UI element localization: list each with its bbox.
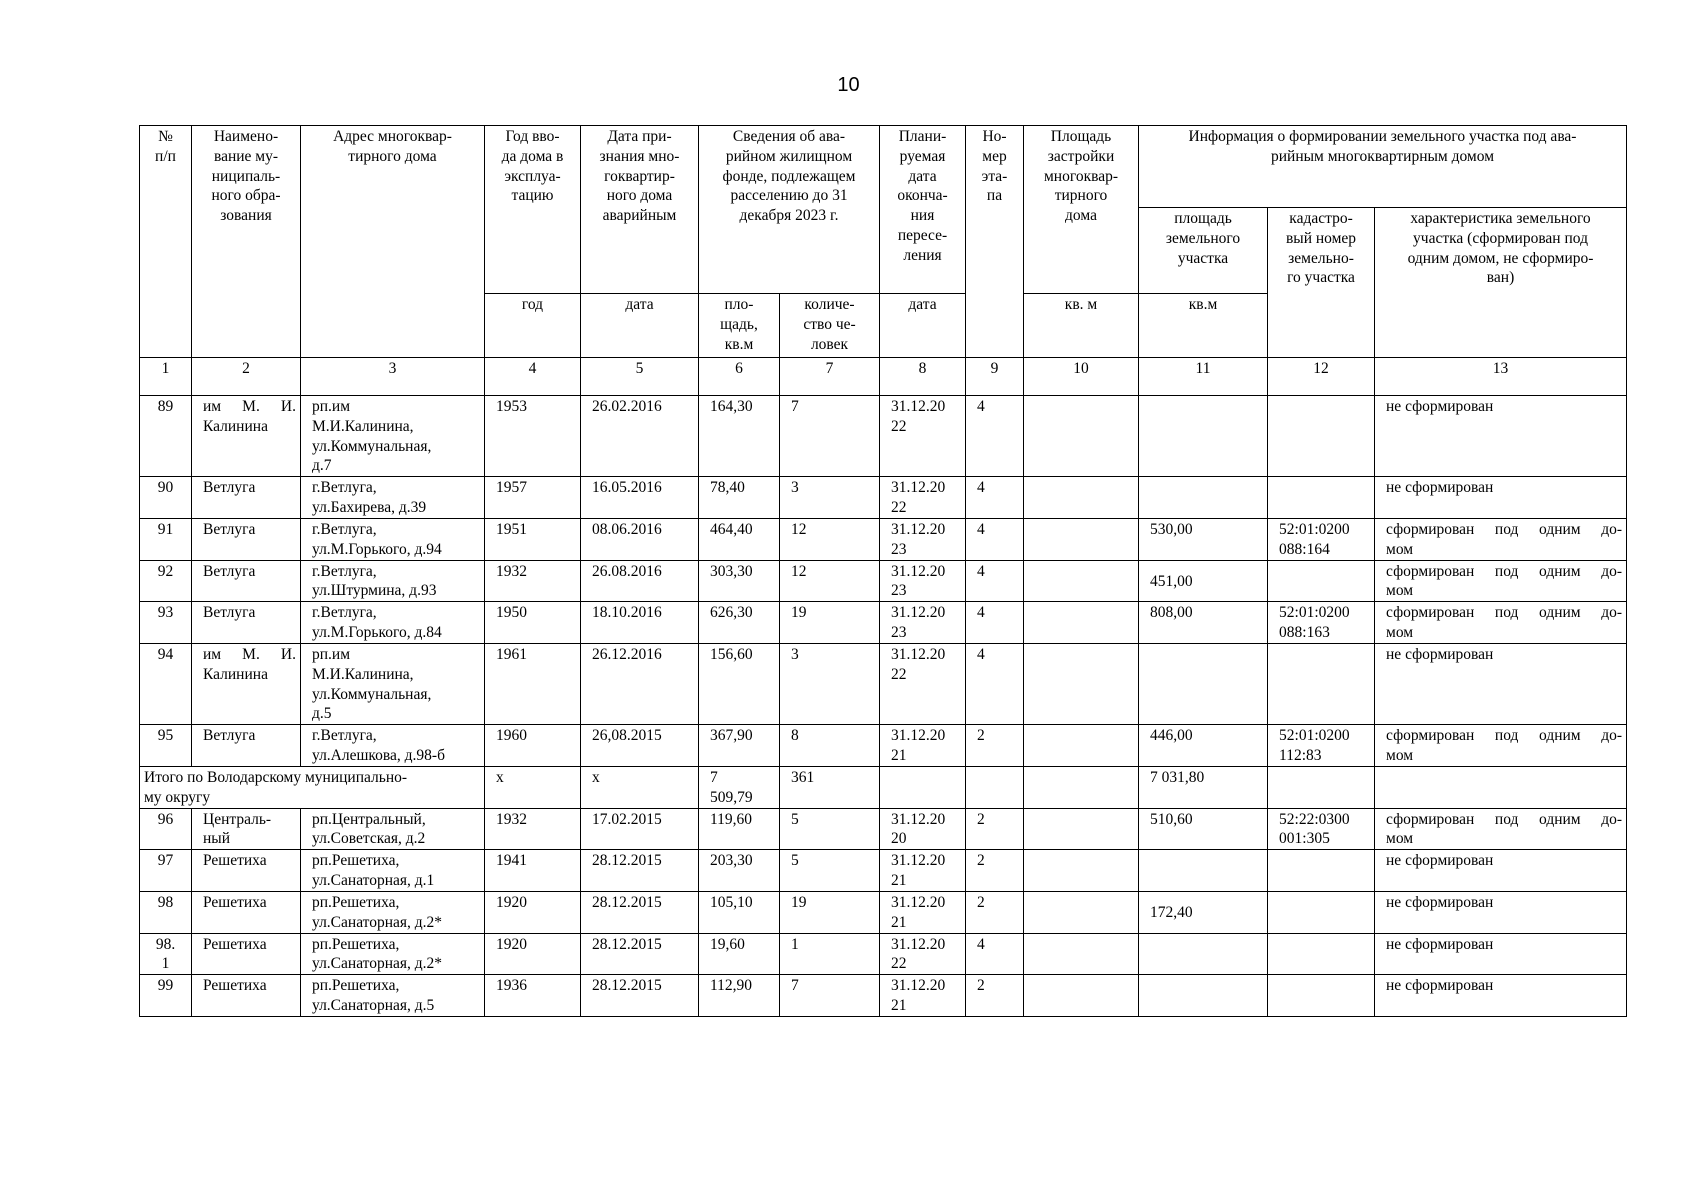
total-land-area: 7 031,80 [1139, 766, 1268, 808]
planned-date: 31.12.20 23 [880, 518, 966, 560]
land-characteristic: сформирован под одним до- мом [1375, 602, 1627, 644]
land-area [1139, 477, 1268, 519]
municipality: Ветлуга [192, 518, 301, 560]
unit-land-area: кв.м [1139, 294, 1268, 358]
building-area [1024, 808, 1139, 850]
people-count: 1 [780, 933, 880, 975]
land-area: 451,00 [1139, 560, 1268, 602]
land-area [1139, 643, 1268, 724]
municipality: Решетиха [192, 850, 301, 892]
municipality: Ветлуга [192, 725, 301, 767]
emergency-area: 303,30 [699, 560, 780, 602]
row-number: 93 [140, 602, 192, 644]
header-emergency-fund: Сведения об ава- рийном жилищном фонде, подлежащем расселению до 31 декабря 2023 г. [699, 126, 880, 294]
row-number: 90 [140, 477, 192, 519]
year-built: 1920 [485, 891, 581, 933]
address: рп.Решетиха, ул.Санаторная, д.1 [301, 850, 485, 892]
address: рп.Решетиха, ул.Санаторная, д.2* [301, 891, 485, 933]
land-characteristic: не сформирован [1375, 933, 1627, 975]
table-row [140, 891, 1627, 933]
people-count: 12 [780, 560, 880, 602]
recognition-date: 26,08.2015 [581, 725, 699, 767]
header-year: Год вво- да дома в эксплуа- тацию [485, 126, 581, 294]
people-count: 19 [780, 891, 880, 933]
table-row [140, 808, 1627, 850]
header-land-characteristic: характеристика земельного участка (сформирован под одним домом, не сформиро- ван) [1375, 208, 1627, 358]
cadastral-number: 52:22:0300 001:305 [1268, 808, 1375, 850]
cadastral-number: 52:01:0200 088:163 [1268, 602, 1375, 644]
total-label: Итого по Володарскому муниципально- му округу [140, 766, 485, 808]
building-area [1024, 477, 1139, 519]
unit-building-area: кв. м [1024, 294, 1139, 358]
address: г.Ветлуга, ул.Бахирева, д.39 [301, 477, 485, 519]
address: г.Ветлуга, ул.Алешкова, д.98-б [301, 725, 485, 767]
stage-number: 4 [966, 560, 1024, 602]
header-cadastral: кадастро- вый номер земельно- го участка [1268, 208, 1375, 358]
building-area [1024, 933, 1139, 975]
header-stage: Но- мер эта- па [966, 126, 1024, 358]
header-municipality: Наимено- вание му- ниципаль- ного обра- зования [192, 126, 301, 358]
recognition-date: 26.12.2016 [581, 643, 699, 724]
emergency-area: 367,90 [699, 725, 780, 767]
planned-date: 31.12.20 22 [880, 396, 966, 477]
header-address: Адрес многоквар- тирного дома [301, 126, 485, 358]
cadastral-number [1268, 643, 1375, 724]
unit-area: пло- щадь, кв.м [699, 294, 780, 358]
building-area [1024, 975, 1139, 1017]
table-row [140, 933, 1627, 975]
building-area [1024, 850, 1139, 892]
stage-number: 2 [966, 891, 1024, 933]
land-characteristic: не сформирован [1375, 850, 1627, 892]
land-area: 530,00 [1139, 518, 1268, 560]
emergency-housing-table [139, 125, 1627, 1017]
address: рп.Решетиха, ул.Санаторная, д.2* [301, 933, 485, 975]
cadastral-number [1268, 891, 1375, 933]
unit-planned-date: дата [880, 294, 966, 358]
column-number: 1 [140, 358, 192, 396]
building-area [1024, 396, 1139, 477]
planned-date: 31.12.20 21 [880, 975, 966, 1017]
planned-date: 31.12.20 20 [880, 808, 966, 850]
header-number: № п/п [140, 126, 192, 358]
stage-number: 4 [966, 477, 1024, 519]
cadastral-number: 52:01:0200 112:83 [1268, 725, 1375, 767]
stage-number: 2 [966, 725, 1024, 767]
header-land-info: Информация о формировании земельного участка под ава- рийным многоквартирным домом [1139, 126, 1627, 208]
emergency-area: 626,30 [699, 602, 780, 644]
land-characteristic: сформирован под одним до- мом [1375, 808, 1627, 850]
stage-number: 2 [966, 850, 1024, 892]
people-count: 5 [780, 808, 880, 850]
address: рп.Решетиха, ул.Санаторная, д.5 [301, 975, 485, 1017]
table-row [140, 560, 1627, 602]
year-built: 1960 [485, 725, 581, 767]
planned-date: 31.12.20 22 [880, 643, 966, 724]
planned-date: 31.12.20 21 [880, 725, 966, 767]
recognition-date: 16.05.2016 [581, 477, 699, 519]
land-characteristic: сформирован под одним до- мом [1375, 518, 1627, 560]
municipality: Решетиха [192, 975, 301, 1017]
column-number: 8 [880, 358, 966, 396]
cadastral-number [1268, 850, 1375, 892]
recognition-date: 28.12.2015 [581, 933, 699, 975]
planned-date: 31.12.20 22 [880, 933, 966, 975]
people-count: 12 [780, 518, 880, 560]
emergency-area: 164,30 [699, 396, 780, 477]
stage-number: 2 [966, 808, 1024, 850]
column-number: 2 [192, 358, 301, 396]
total-empty [1268, 766, 1375, 808]
table-row [140, 396, 1627, 477]
address: г.Ветлуга, ул.Штурмина, д.93 [301, 560, 485, 602]
total-people: 361 [780, 766, 880, 808]
land-characteristic: не сформирован [1375, 891, 1627, 933]
recognition-date: 17.02.2015 [581, 808, 699, 850]
column-number: 7 [780, 358, 880, 396]
land-characteristic: не сформирован [1375, 975, 1627, 1017]
building-area [1024, 643, 1139, 724]
row-number: 92 [140, 560, 192, 602]
header-recognition-date: Дата при- знания мно- гоквартир- ного дома аварийным [581, 126, 699, 294]
cadastral-number [1268, 477, 1375, 519]
year-built: 1951 [485, 518, 581, 560]
column-number: 12 [1268, 358, 1375, 396]
year-built: 1961 [485, 643, 581, 724]
land-characteristic: не сформирован [1375, 643, 1627, 724]
unit-people: количе- ство че- ловек [780, 294, 880, 358]
land-area: 446,00 [1139, 725, 1268, 767]
table-row [140, 602, 1627, 644]
header-planned-date: Плани- руемая дата оконча- ния пересе- ления [880, 126, 966, 294]
recognition-date: 18.10.2016 [581, 602, 699, 644]
address: рп.Центральный, ул.Советская, д.2 [301, 808, 485, 850]
stage-number: 4 [966, 602, 1024, 644]
total-row [140, 766, 1627, 808]
total-empty [966, 766, 1024, 808]
emergency-area: 112,90 [699, 975, 780, 1017]
people-count: 7 [780, 975, 880, 1017]
total-area: 7 509,79 [699, 766, 780, 808]
year-built: 1957 [485, 477, 581, 519]
building-area [1024, 602, 1139, 644]
row-number: 98. 1 [140, 933, 192, 975]
row-number: 96 [140, 808, 192, 850]
header-building-area: Площадь застройки многоквар- тирного дома [1024, 126, 1139, 294]
total-date: х [581, 766, 699, 808]
column-number: 4 [485, 358, 581, 396]
municipality: Ветлуга [192, 477, 301, 519]
stage-number: 2 [966, 975, 1024, 1017]
emergency-area: 19,60 [699, 933, 780, 975]
year-built: 1941 [485, 850, 581, 892]
table-row [140, 518, 1627, 560]
row-number: 95 [140, 725, 192, 767]
unit-year: год [485, 294, 581, 358]
land-area: 808,00 [1139, 602, 1268, 644]
building-area [1024, 891, 1139, 933]
row-number: 89 [140, 396, 192, 477]
row-number: 91 [140, 518, 192, 560]
table-row [140, 643, 1627, 724]
land-area: 510,60 [1139, 808, 1268, 850]
municipality: Решетиха [192, 891, 301, 933]
planned-date: 31.12.20 23 [880, 560, 966, 602]
emergency-area: 78,40 [699, 477, 780, 519]
table-body [140, 396, 1627, 1017]
land-area [1139, 975, 1268, 1017]
total-year: х [485, 766, 581, 808]
page-number: 10 [837, 74, 860, 96]
building-area [1024, 560, 1139, 602]
address: рп.им М.И.Калинина, ул.Коммунальная, д.7 [301, 396, 485, 477]
column-number: 9 [966, 358, 1024, 396]
municipality: Решетиха [192, 933, 301, 975]
year-built: 1936 [485, 975, 581, 1017]
recognition-date: 28.12.2015 [581, 975, 699, 1017]
municipality: Ветлуга [192, 560, 301, 602]
recognition-date: 28.12.2015 [581, 891, 699, 933]
row-number: 98 [140, 891, 192, 933]
year-built: 1932 [485, 560, 581, 602]
emergency-area: 203,30 [699, 850, 780, 892]
land-characteristic: сформирован под одним до- мом [1375, 725, 1627, 767]
column-number: 13 [1375, 358, 1627, 396]
unit-date: дата [581, 294, 699, 358]
emergency-area: 119,60 [699, 808, 780, 850]
column-number: 11 [1139, 358, 1268, 396]
land-area [1139, 850, 1268, 892]
people-count: 8 [780, 725, 880, 767]
table-header [140, 126, 1627, 396]
year-built: 1932 [485, 808, 581, 850]
cadastral-number [1268, 396, 1375, 477]
header-land-area: площадь земельного участка [1139, 208, 1268, 294]
table-row [140, 850, 1627, 892]
row-number: 94 [140, 643, 192, 724]
year-built: 1950 [485, 602, 581, 644]
total-empty [1375, 766, 1627, 808]
cadastral-number [1268, 933, 1375, 975]
address: рп.им М.И.Калинина, ул.Коммунальная, д.5 [301, 643, 485, 724]
cadastral-number: 52:01:0200 088:164 [1268, 518, 1375, 560]
emergency-area: 105,10 [699, 891, 780, 933]
planned-date: 31.12.20 21 [880, 850, 966, 892]
address: г.Ветлуга, ул.М.Горького, д.84 [301, 602, 485, 644]
planned-date: 31.12.20 21 [880, 891, 966, 933]
people-count: 3 [780, 643, 880, 724]
row-number: 99 [140, 975, 192, 1017]
municipality: им М. И. Калинина [192, 643, 301, 724]
column-numbers-row [140, 358, 1627, 396]
column-number: 5 [581, 358, 699, 396]
year-built: 1953 [485, 396, 581, 477]
people-count: 5 [780, 850, 880, 892]
cadastral-number [1268, 975, 1375, 1017]
year-built: 1920 [485, 933, 581, 975]
total-empty [1024, 766, 1139, 808]
table-row [140, 975, 1627, 1017]
recognition-date: 26.08.2016 [581, 560, 699, 602]
stage-number: 4 [966, 643, 1024, 724]
building-area [1024, 518, 1139, 560]
people-count: 19 [780, 602, 880, 644]
planned-date: 31.12.20 23 [880, 602, 966, 644]
column-number: 6 [699, 358, 780, 396]
recognition-date: 08.06.2016 [581, 518, 699, 560]
municipality: Централь- ный [192, 808, 301, 850]
land-characteristic: не сформирован [1375, 396, 1627, 477]
land-characteristic: сформирован под одним до- мом [1375, 560, 1627, 602]
table-row [140, 477, 1627, 519]
land-area: 172,40 [1139, 891, 1268, 933]
emergency-area: 464,40 [699, 518, 780, 560]
column-number: 3 [301, 358, 485, 396]
people-count: 7 [780, 396, 880, 477]
stage-number: 4 [966, 518, 1024, 560]
municipality: Ветлуга [192, 602, 301, 644]
cadastral-number [1268, 560, 1375, 602]
row-number: 97 [140, 850, 192, 892]
building-area [1024, 725, 1139, 767]
total-empty [880, 766, 966, 808]
recognition-date: 26.02.2016 [581, 396, 699, 477]
emergency-area: 156,60 [699, 643, 780, 724]
people-count: 3 [780, 477, 880, 519]
recognition-date: 28.12.2015 [581, 850, 699, 892]
table-row [140, 725, 1627, 767]
stage-number: 4 [966, 396, 1024, 477]
land-characteristic: не сформирован [1375, 477, 1627, 519]
address: г.Ветлуга, ул.М.Горького, д.94 [301, 518, 485, 560]
municipality: им М. И. Калинина [192, 396, 301, 477]
column-number: 10 [1024, 358, 1139, 396]
land-area [1139, 933, 1268, 975]
planned-date: 31.12.20 22 [880, 477, 966, 519]
land-area [1139, 396, 1268, 477]
stage-number: 4 [966, 933, 1024, 975]
